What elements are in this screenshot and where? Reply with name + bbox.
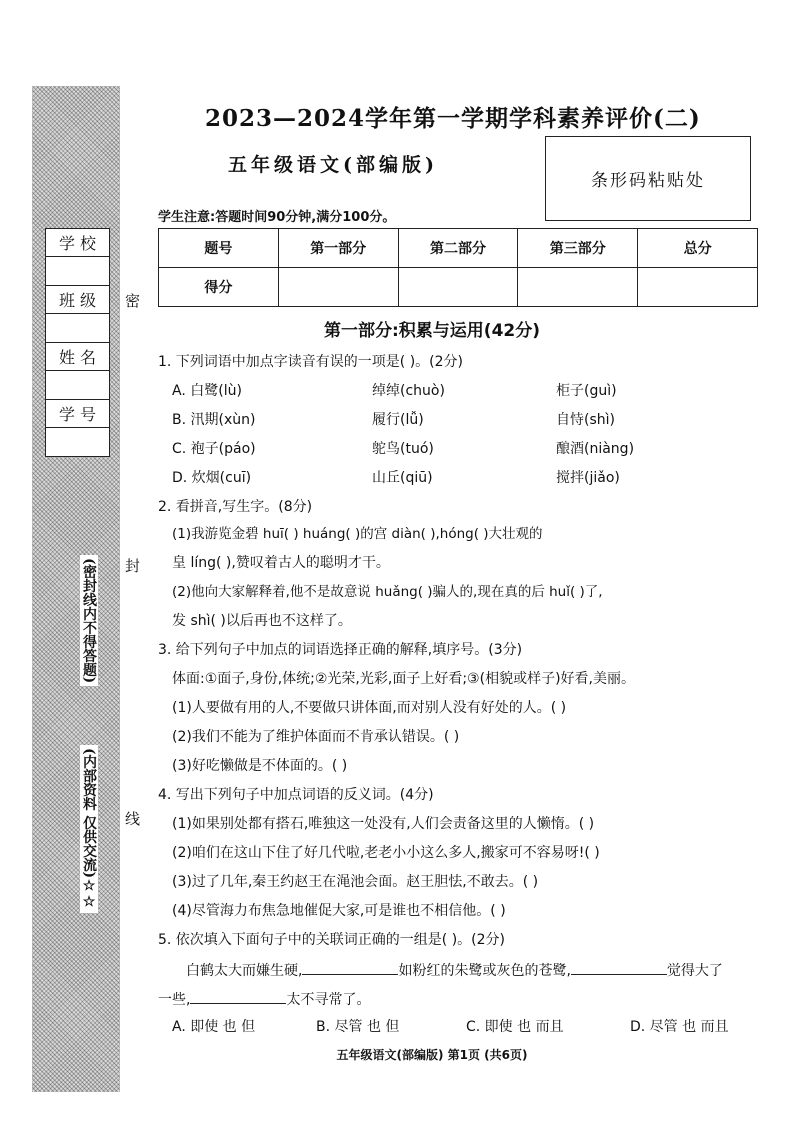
header-cell: 第三部分 — [518, 229, 638, 268]
q2-line1: (1)我游览金碧 huī( ) huáng( )的宫 diàn( ),hóng( )大壮观的 — [172, 526, 543, 542]
q4-s3: (3)过了几年,秦王约赵王在渑池会面。赵王胆怯,不敢去。( ) — [172, 874, 539, 890]
q3-definition: 体面:①面子,身份,体统;②光荣,光彩,面子上好看;③(相貌或样子)好看,美丽。 — [172, 671, 635, 687]
q5-blank-3[interactable] — [190, 989, 286, 1004]
q5-option-b: B. 尽管 也 但 — [316, 1019, 400, 1035]
name-field[interactable] — [45, 370, 110, 400]
q2-stem: 2. 看拼音,写生字。(8分) — [158, 499, 313, 515]
q5-option-a: A. 即使 也 但 — [172, 1019, 256, 1035]
seal-char-xian: 线 — [125, 810, 141, 828]
q1-c3: 酿酒(niàng) — [556, 441, 635, 457]
student-id-label: 学 号 — [45, 399, 110, 429]
q5-blank-2[interactable] — [571, 960, 667, 975]
q5-stem: 5. 依次填入下面句子中的关联词正确的一组是( )。(2分) — [158, 932, 506, 948]
part1-title: 第一部分:积累与运用(42分) — [324, 321, 540, 341]
q3-s3: (3)好吃懒做是不体面的。( ) — [172, 758, 348, 774]
no-answer-note: (密封线内不得答题) — [80, 555, 98, 686]
q1-c1: C. 袍子(páo) — [172, 441, 256, 457]
q1-c2: 鸵鸟(tuó) — [372, 441, 434, 457]
barcode-area: 条形码粘贴处 — [545, 136, 751, 221]
q1-a3: 柜子(guì) — [556, 383, 617, 399]
q5-option-d: D. 尽管 也 而且 — [630, 1019, 729, 1035]
q3-s2: (2)我们不能为了维护体面而不肯承认错误。( ) — [172, 729, 460, 745]
q4-stem: 4. 写出下列句子中加点词语的反义词。(4分) — [158, 787, 434, 803]
q1-stem: 1. 下列词语中加点字读音有误的一项是( )。(2分) — [158, 354, 464, 370]
q5-text-e: 太不寻常了。 — [286, 992, 371, 1008]
q5-text-b: 如粉红的朱鹭或灰色的苍鹭, — [398, 963, 571, 979]
score-table-header — [159, 229, 758, 268]
score-cell[interactable] — [278, 268, 398, 307]
exam-title: 2023—2024学年第一学期学科素养评价(二) — [205, 105, 701, 132]
class-label: 班 级 — [45, 285, 110, 315]
q4-s2: (2)咱们在这山下住了好几代啦,老老小小这么多人,搬家可不容易呀!( ) — [172, 845, 600, 861]
score-row-label: 得分 — [159, 268, 279, 307]
header-cell: 总分 — [638, 229, 758, 268]
seal-char-mi: 密 — [125, 292, 141, 310]
q1-b3: 自恃(shì) — [556, 412, 615, 428]
exam-subtitle: 五年级语文(部编版) — [228, 154, 438, 176]
header-cell: 第一部分 — [278, 229, 398, 268]
q4-s1: (1)如果别处都有搭石,唯独这一处没有,人们会责备这里的人懒惰。( ) — [172, 816, 595, 832]
student-info-box — [45, 229, 110, 457]
q5-passage-line1 — [186, 960, 723, 980]
student-notice: 学生注意:答题时间90分钟,满分100分。 — [158, 210, 396, 225]
q1-b2: 履行(lǚ) — [372, 412, 424, 428]
school-field[interactable] — [45, 256, 110, 286]
score-table-row — [159, 268, 758, 307]
q1-d1: D. 炊烟(cuī) — [172, 470, 252, 486]
q2-line2: 皇 líng( ),赞叹着古人的聪明才干。 — [172, 555, 390, 571]
q5-text-d: 一些, — [158, 992, 191, 1008]
student-id-field[interactable] — [45, 427, 110, 457]
score-table — [158, 228, 758, 307]
q2-line3: (2)他向大家解释着,他不是故意说 huǎng( )骗人的,现在真的后 huǐ( )了, — [172, 584, 603, 600]
q1-a1: A. 白鹭(lù) — [172, 383, 242, 399]
seal-char-feng: 封 — [125, 557, 141, 575]
header-cell: 第二部分 — [398, 229, 518, 268]
q3-s1: (1)人要做有用的人,不要做只讲体面,而对别人没有好处的人。( ) — [172, 700, 567, 716]
score-cell[interactable] — [398, 268, 518, 307]
q5-text-a: 白鹤太大而嫌生硬, — [186, 963, 303, 979]
q3-stem: 3. 给下列句子中加点的词语选择正确的解释,填序号。(3分) — [158, 642, 523, 658]
q4-s4: (4)尽管海力布焦急地催促大家,可是谁也不相信他。( ) — [172, 903, 506, 919]
page-footer: 五年级语文(部编版) 第1页 (共6页) — [336, 1048, 528, 1062]
header-cell: 题号 — [159, 229, 279, 268]
q1-d3: 搅拌(jiǎo) — [556, 470, 620, 486]
score-cell[interactable] — [518, 268, 638, 307]
q5-blank-1[interactable] — [302, 960, 398, 975]
q5-passage-line2 — [158, 989, 370, 1009]
q1-d2: 山丘(qiū) — [372, 470, 433, 486]
q1-a2: 绰绰(chuò) — [372, 383, 445, 399]
q1-b1: B. 汛期(xùn) — [172, 412, 256, 428]
score-cell[interactable] — [638, 268, 758, 307]
name-label: 姓 名 — [45, 342, 110, 372]
q5-text-c: 觉得大了 — [666, 963, 723, 979]
school-label: 学 校 — [45, 228, 110, 258]
q2-line4: 发 shì( )以后再也不这样了。 — [172, 613, 352, 629]
q5-option-c: C. 即使 也 而且 — [466, 1019, 564, 1035]
internal-use-note: (内部资料 仅供交流)☆☆ — [80, 745, 98, 913]
